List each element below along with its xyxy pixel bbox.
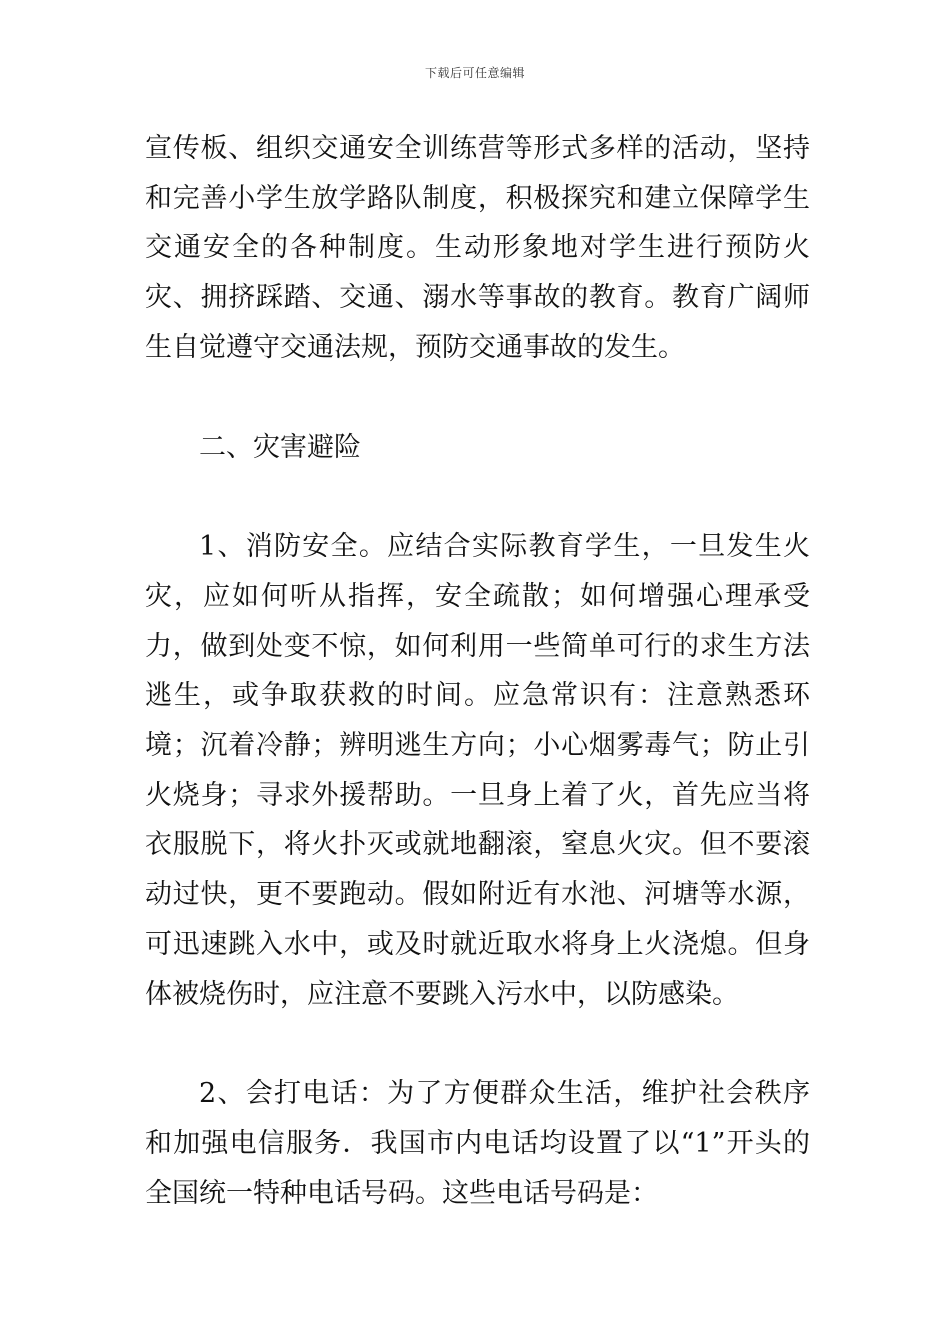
paragraph-traffic-safety: 宣传板、组织交通安全训练营等形式多样的活动，坚持和完善小学生放学路队制度，积极探究和建立保障学生交通安全的各种制度。生动形象地对学生进行预防火灾、拥挤踩踏、交通、溺水等事故的教育。教育广阔师生自觉遵守交通法规，预防交通事故的发生。	[145, 133, 810, 363]
page-header-watermark: 下载后可任意编辑	[424, 66, 525, 80]
section-heading-disaster-avoidance: 二、灾害避险	[199, 431, 361, 463]
paragraph-phone-calls: 2、会打电话：为了方便群众生活，维护社会秩序和加强电信服务．我国市内电话均设置了以“1”开头的全国统一特种电话号码。这些电话号码是：	[145, 1078, 810, 1209]
document-body	[145, 124, 810, 1218]
paragraph-fire-safety: 1、消防安全。应结合实际教育学生，一旦发生火灾，应如何听从指挥，安全疏散；如何增强心理承受力，做到处变不惊，如何利用一些简单可行的求生方法逃生，或争取获救的时间。应急常识有：注意熟悉环境；沉着冷静；辨明逃生方向；小心烟雾毒气；防止引火烧身；寻求外援帮助。一旦身上着了火，首先应当将衣服脱下，将火扑灭或就地翻滚，窒息火灾。但不要滚动过快，更不要跑动。假如附近有水池、河塘等水源，可迅速跳入水中，或及时就近取水将身上火浇熄。但身体被烧伤时，应注意不要跳入污水中，以防感染。	[145, 531, 810, 1010]
